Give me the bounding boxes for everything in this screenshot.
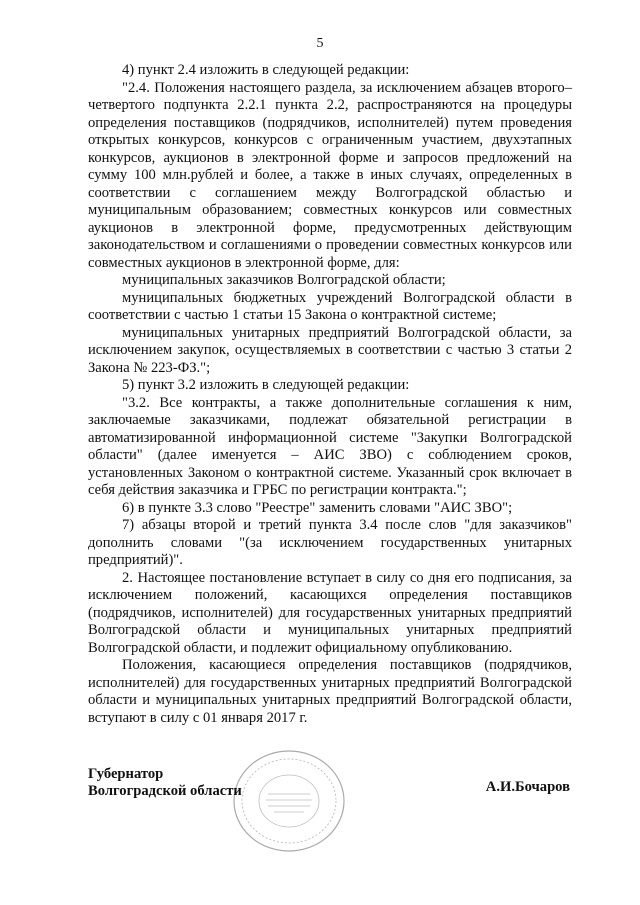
paragraph: "3.2. Все контракты, а также дополнительные соглашения к ним, заключаемые заказчиками, подлежат обязательной регистрации в автоматизированной информационной системе "Закупки Волгоградской области" (далее именуется – АИС ЗВО) с соблюдением сроков, установленных Законом о контрактной системе. Указанный срок включает в себя действия заказчика и ГРБС по регистрации контракта."; xyxy=(88,394,572,498)
official-seal xyxy=(230,748,348,854)
paragraph: муниципальных бюджетных учреждений Волгоградской области в соответствии с частью 1 статьи 15 Закона о контрактной системе; xyxy=(88,289,572,323)
paragraph: "2.4. Положения настоящего раздела, за исключением абзацев второго–четвертого подпункта 2.2.1 пункта 2.2, распространяются на процедуры определения поставщиков (подрядчиков, исполнителей) путем проведения открытых конкурсов, конкурсов с ограниченным участием, двухэтапных конкурсов, аукционов в электронной форме и запросов предложений на сумму 100 млн.рублей и более, а также в иных случаях, определенных в соответствии с соглашением между Волгоградской областью и муниципальным образованием; совместных конкурсов или совместных аукционов в электронной форме, предусмотренных действующим законодательством и соглашениями о проведении совместных конкурсов или совместных аукционов в электронной форме, для: xyxy=(88,79,572,271)
signature-title-line1: Губернатор xyxy=(88,766,164,782)
paragraph: муниципальных заказчиков Волгоградской области; xyxy=(122,272,446,288)
paragraph: муниципальных унитарных предприятий Волгоградской области, за исключением закупок, осуществляемых в соответствии с частью 3 статьи 2 Закона № 223-ФЗ."; xyxy=(88,324,572,376)
paragraph: 4) пункт 2.4 изложить в следующей редакции: xyxy=(122,62,410,78)
signature-title-line2: Волгоградской области xyxy=(88,783,242,799)
paragraph: 2. Настоящее постановление вступает в силу со дня его подписания, за исключением положений, касающихся определения поставщиков (подрядчиков, исполнителей) для государственных унитарных предприятий Волгоградской области и муниципальных унитарных предприятий Волгоградской области, и подлежит официальному опубликованию. xyxy=(88,569,572,656)
paragraph: 5) пункт 3.2 изложить в следующей редакции: xyxy=(122,377,410,393)
signature-name: А.И.Бочаров xyxy=(485,779,570,795)
paragraph: 7) абзацы второй и третий пункта 3.4 после слов "для заказчиков" дополнить словами "(за исключением государственных унитарных предприятий)". xyxy=(88,517,572,568)
document-body xyxy=(88,62,572,727)
page-number: 5 xyxy=(316,36,324,51)
signature-title xyxy=(88,766,242,800)
paragraph: 6) в пункте 3.3 слово "Реестре" заменить словами "АИС ЗВО"; xyxy=(122,499,513,516)
paragraph: Положения, касающиеся определения поставщиков (подрядчиков, исполнителей) для государственных унитарных предприятий Волгоградской области и муниципальных унитарных предприятий Волгоградской области, вступают в силу с 01 января 2017 г. xyxy=(88,657,572,726)
